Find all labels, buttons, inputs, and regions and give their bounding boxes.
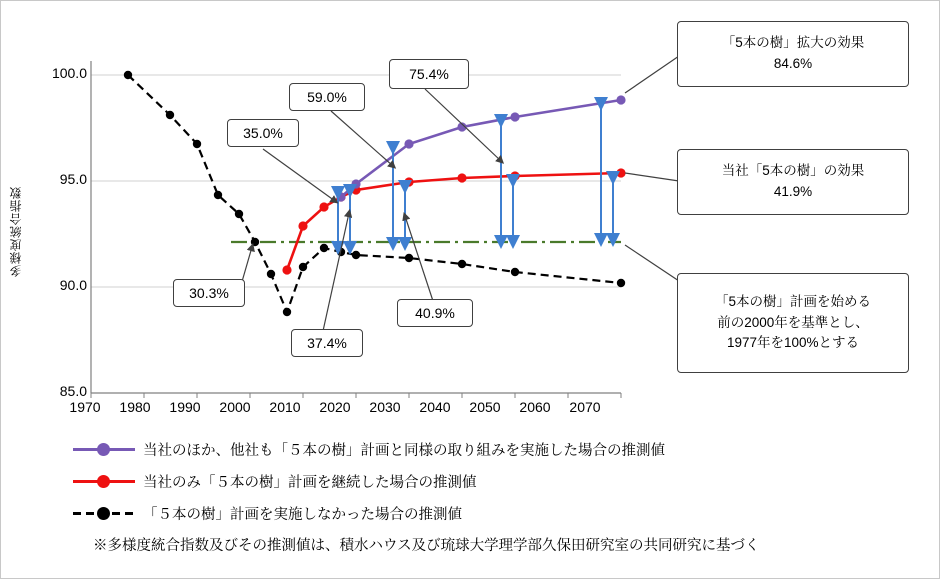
x-tick-1980: 1980 [119, 399, 151, 415]
box-baseline-note [677, 273, 909, 373]
legend-key-industry [73, 440, 135, 458]
legend-item-no-plan [73, 497, 933, 529]
callout-37-4: 37.4% [291, 329, 363, 357]
x-tick-1990: 1990 [169, 399, 201, 415]
box-baseline-note-line2: 前の2000年を基準とし、 [717, 314, 869, 330]
box-baseline-note-line3: 1977年を100%とする [726, 335, 860, 351]
x-tick-2040: 2040 [419, 399, 451, 415]
legend-item-own-plan [73, 465, 933, 497]
legend-label-industry: 当社のほか、他社も「５本の樹」計画と同様の取り組みを実施した場合の推測値 [143, 442, 665, 459]
y-tick-90: 90.0 [59, 277, 87, 293]
legend-label-no-plan: 「５本の樹」計画を実施しなかった場合の推測値 [143, 506, 462, 523]
box-expansion-effect-line1: 「5本の樹」拡大の効果 [721, 35, 865, 51]
footnote: ※多様度統合指数及びその推測値は、積水ハウス及び琉球大学理学部久保田研究室の共同研究に基づく [93, 538, 760, 554]
x-tick-2050: 2050 [469, 399, 501, 415]
box-expansion-effect-line2: 84.6% [773, 56, 813, 71]
box-own-effect-line2: 41.9% [773, 184, 813, 199]
x-tick-2020: 2020 [319, 399, 351, 415]
legend [73, 433, 933, 529]
box-expansion-effect [677, 21, 909, 87]
x-tick-2000: 2000 [219, 399, 251, 415]
callout-30-3: 30.3% [173, 279, 245, 307]
x-tick-2030: 2030 [369, 399, 401, 415]
box-baseline-note-line1: 「5本の樹」計画を始める [714, 293, 871, 309]
y-tick-100: 100.0 [51, 65, 87, 81]
legend-key-own-plan [73, 472, 135, 490]
series-industry-line [341, 100, 621, 197]
callout-75-4: 75.4% [389, 59, 469, 89]
x-tick-1970: 1970 [69, 399, 101, 415]
legend-key-no-plan [73, 504, 135, 522]
y-tick-95: 95.0 [59, 171, 87, 187]
box-own-effect [677, 149, 909, 215]
y-tick-85: 85.0 [59, 383, 87, 399]
callout-40-9: 40.9% [397, 299, 473, 327]
x-tick-2060: 2060 [519, 399, 551, 415]
legend-item-industry [73, 433, 933, 465]
callout-59-0: 59.0% [289, 83, 365, 111]
legend-label-own-plan: 当社のみ「５本の樹」計画を継続した場合の推測値 [143, 474, 477, 491]
y-axis-title: 多様度統合指数 [9, 186, 23, 277]
x-tick-2010: 2010 [269, 399, 301, 415]
callout-35-0: 35.0% [227, 119, 299, 147]
box-own-effect-line1: 当社「5本の樹」の効果 [721, 163, 865, 179]
series-own-plan-points [282, 168, 625, 274]
x-tick-2070: 2070 [569, 399, 601, 415]
